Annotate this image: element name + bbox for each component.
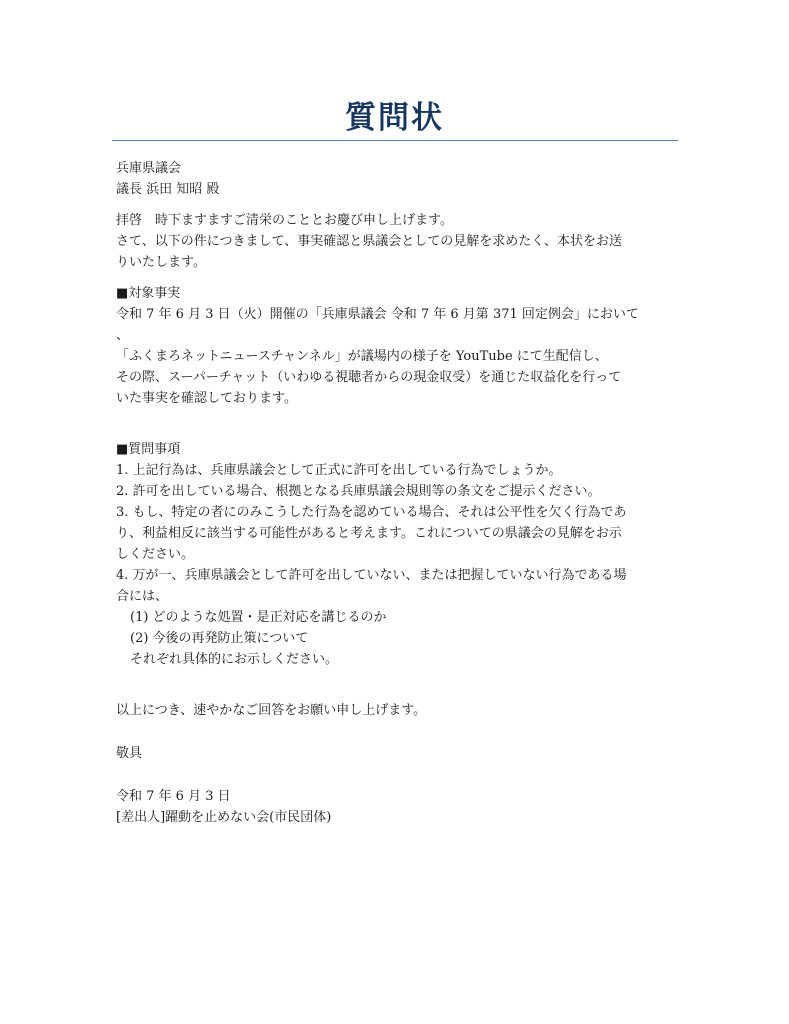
greeting-line: りいたします。 — [116, 255, 206, 270]
question-item: 合には、 — [116, 589, 169, 604]
facts-line: 令和 7 年 6 月 3 日（火）開催の「兵庫県議会 令和 7 年 6 月第 371 回定例会」において — [116, 307, 639, 322]
spacer — [116, 670, 676, 700]
closing-sender: [差出人]躍動を止めない会(市民団体) — [116, 810, 332, 825]
facts-line: 「ふくまろネットニュースチャンネル」が議場内の様子を YouTube にて生配信し、 — [116, 349, 608, 364]
closing-keigu: 敬具 — [116, 746, 143, 761]
addressee-person: 議長 浜田 知昭 殿 — [116, 182, 220, 197]
document-body — [116, 158, 676, 828]
addressee-org: 兵庫県議会 — [116, 161, 182, 176]
question-subitem: それぞれ具体的にお示しください。 — [130, 652, 339, 667]
question-item: 2. 許可を出している場合、根拠となる兵庫県議会規則等の条文をご提示ください。 — [116, 484, 601, 499]
greeting-line: さて、以下の件につきまして、事実確認と県議会としての見解を求めたく、本状をお送 — [116, 234, 622, 249]
spacer — [116, 273, 676, 283]
question-item: 4. 万が一、兵庫県議会として許可を出していない、または把握していない行為である場 — [116, 568, 627, 583]
question-item: り、利益相反に該当する可能性があると考えます。これについての県議会の見解をお示 — [116, 526, 622, 541]
question-item: 3. もし、特定の者にのみこうした行為を認めている場合、それは公平性を欠く行為であ — [116, 505, 627, 520]
closing-date: 令和 7 年 6 月 3 日 — [116, 789, 231, 804]
questions-heading: ■質問事項 — [116, 442, 181, 457]
question-subitem: (2) 今後の再発防止策について — [130, 631, 309, 646]
greeting-line: 拝啓 時下ますますご清栄のこととお慶び申し上げます。 — [116, 213, 453, 228]
facts-line: いた事実を確認しております。 — [116, 391, 297, 406]
facts-line: その際、スーパーチャット（いわゆる視聴者からの現金収受）を通じた収益化を行って — [116, 370, 622, 385]
facts-heading: ■対象事実 — [116, 286, 181, 301]
title-underline — [112, 140, 678, 141]
spacer — [116, 721, 676, 743]
spacer — [116, 409, 676, 439]
closing-request: 以上につき、速やかなご回答をお願い申し上げます。 — [116, 703, 427, 718]
question-item: しください。 — [116, 547, 195, 562]
question-item: 1. 上記行為は、兵庫県議会として正式に許可を出している行為でしょうか。 — [116, 463, 562, 478]
facts-line: 、 — [116, 328, 130, 343]
spacer — [116, 764, 676, 786]
document-title: 質問状 — [345, 100, 444, 136]
question-subitem: (1) どのような処置・是正対応を講じるのか — [130, 610, 387, 625]
spacer — [116, 200, 676, 210]
